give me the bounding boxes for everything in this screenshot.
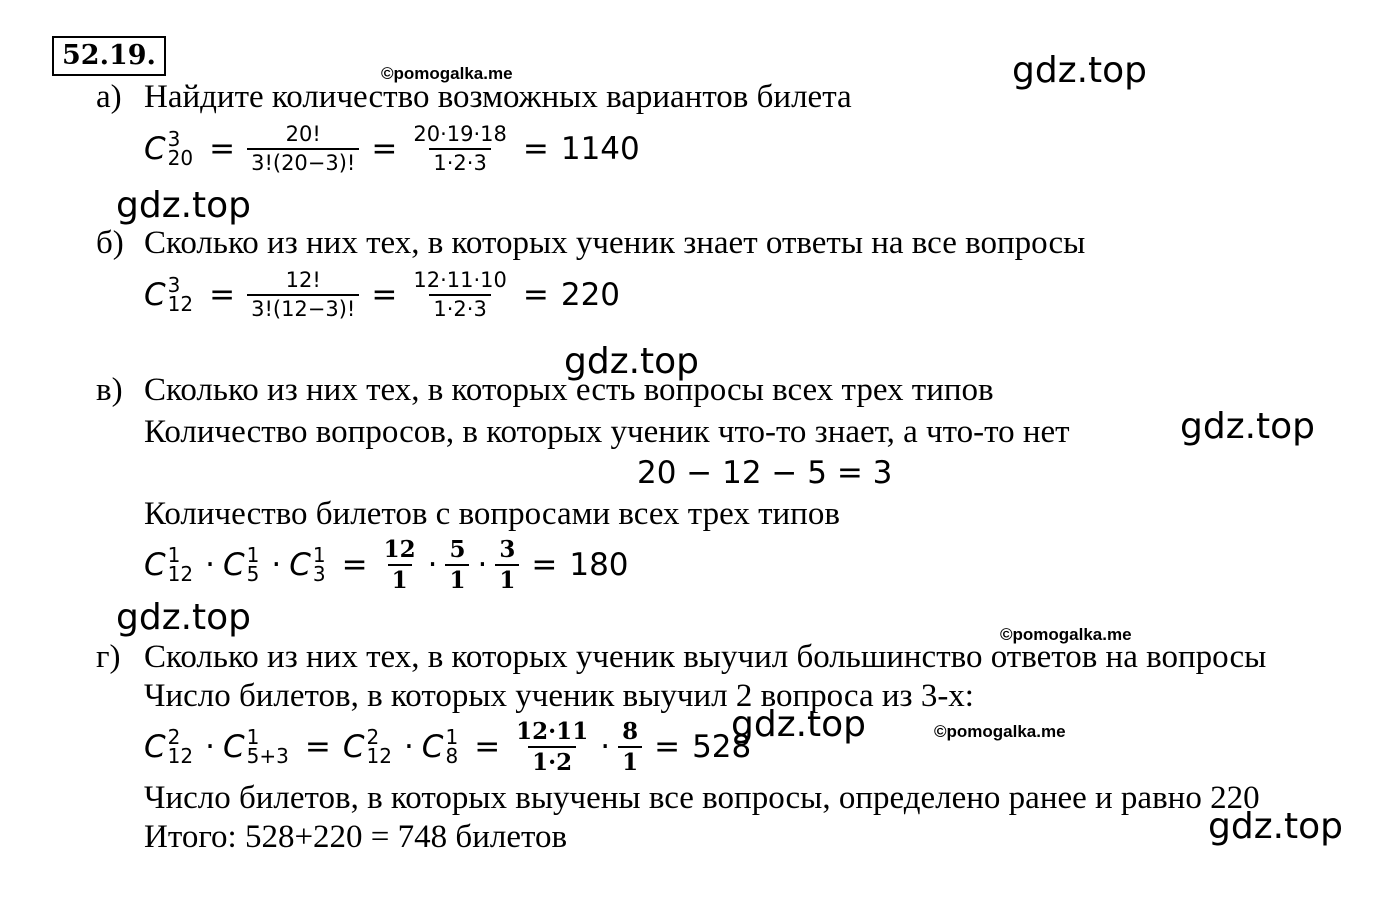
subscript: 20 — [167, 146, 194, 170]
numerator: 20! — [285, 122, 321, 146]
equals-sign: = — [654, 728, 681, 765]
fraction — [512, 720, 592, 774]
multiply-dot: · — [403, 728, 414, 765]
multiply-dot: · — [477, 546, 488, 583]
watermark-gdz: gdz.top — [116, 185, 252, 226]
subscript: 8 — [445, 744, 459, 768]
part-a-formula — [144, 118, 640, 180]
combination-symbol: C — [421, 728, 444, 765]
combination-symbol: C — [144, 130, 166, 167]
numerator: 20·19·18 — [413, 122, 507, 146]
result: 220 — [560, 276, 621, 313]
result: 528 — [692, 728, 752, 765]
result: 180 — [569, 546, 629, 583]
numerator: 12 — [383, 536, 416, 563]
combination-symbol: C — [222, 546, 245, 583]
equals-sign: = — [474, 728, 501, 765]
fraction — [247, 124, 359, 174]
equals-sign: = — [209, 130, 236, 167]
equals-sign: = — [371, 276, 398, 313]
fraction — [380, 538, 420, 592]
denominator: 1 — [618, 746, 642, 774]
part-v-line3: Количество билетов с вопросами всех трех типов — [144, 496, 840, 532]
equals-sign: = — [522, 276, 549, 313]
fraction — [618, 720, 642, 774]
numerator: 12·11·10 — [413, 268, 507, 292]
denominator: 1 — [388, 564, 412, 592]
denominator: 1·2·3 — [429, 294, 490, 320]
multiply-dot: · — [600, 728, 611, 765]
watermark-gdz: gdz.top — [731, 704, 867, 745]
equals-sign: = — [341, 546, 368, 583]
part-g-question: Сколько из них тех, в которых ученик выучил большинство ответов на вопросы — [144, 639, 1267, 675]
subscript: 5+3 — [246, 744, 289, 768]
subscript: 12 — [167, 744, 194, 768]
superscript: 1 — [312, 543, 326, 567]
equals-sign: = — [209, 276, 236, 313]
multiply-dot: · — [271, 546, 282, 583]
denominator: 1·2 — [528, 746, 576, 774]
superscript: 3 — [167, 273, 181, 297]
part-b-question: Сколько из них тех, в которых ученик знает ответы на все вопросы — [144, 225, 1086, 261]
superscript: 1 — [167, 543, 181, 567]
superscript: 2 — [366, 725, 380, 749]
numerator: 8 — [622, 718, 639, 745]
part-v-calc: 20 − 12 − 5 = 3 — [637, 455, 893, 491]
multiply-dot: · — [427, 546, 438, 583]
watermark-gdz: gdz.top — [1012, 50, 1148, 91]
part-g-marker: г) — [96, 639, 121, 675]
superscript: 3 — [167, 127, 181, 151]
part-a-marker: а) — [96, 79, 122, 115]
fraction — [247, 270, 359, 320]
equals-sign: = — [522, 130, 549, 167]
denominator: 1 — [445, 564, 469, 592]
combination-symbol: C — [342, 728, 365, 765]
problem-number: 52.19. — [52, 36, 166, 76]
result: 1140 — [560, 130, 640, 167]
watermark-gdz: gdz.top — [1180, 406, 1316, 447]
watermark-pomogalka: ©pomogalka.me — [1000, 625, 1132, 644]
fraction — [409, 124, 511, 174]
fraction — [445, 538, 469, 592]
combination-symbol: C — [144, 276, 166, 313]
superscript: 1 — [246, 725, 260, 749]
combination-symbol: C — [289, 546, 311, 583]
combination-symbol: C — [144, 546, 166, 583]
part-b-marker: б) — [96, 225, 124, 261]
equals-sign: = — [371, 130, 398, 167]
equals-sign: = — [304, 728, 331, 765]
subscript: 12 — [167, 562, 194, 586]
superscript: 2 — [167, 725, 181, 749]
equals-sign: = — [531, 546, 558, 583]
part-v-marker: в) — [96, 372, 123, 408]
multiply-dot: · — [205, 546, 215, 583]
watermark-pomogalka: ©pomogalka.me — [381, 64, 513, 83]
part-g-formula — [144, 716, 751, 778]
part-v-line2: Количество вопросов, в которых ученик что-то знает, а что-то нет — [144, 414, 1070, 450]
fraction — [495, 538, 519, 592]
numerator: 3 — [499, 536, 516, 563]
multiply-dot: · — [205, 728, 215, 765]
denominator: 3!(20−3)! — [247, 148, 359, 174]
watermark-gdz: gdz.top — [564, 341, 700, 382]
superscript: 1 — [445, 725, 459, 749]
denominator: 3!(12−3)! — [247, 294, 359, 320]
part-v-question: Сколько из них тех, в которых есть вопросы всех трех типов — [144, 372, 994, 408]
part-a-question: Найдите количество возможных вариантов билета — [144, 79, 852, 115]
combination-symbol: C — [144, 728, 166, 765]
numerator: 12·11 — [516, 718, 589, 745]
numerator: 12! — [285, 268, 321, 292]
superscript: 1 — [246, 543, 260, 567]
subscript: 12 — [366, 744, 392, 768]
part-b-formula — [144, 264, 620, 326]
part-g-total: Итого: 528+220 = 748 билетов — [144, 819, 568, 855]
subscript: 5 — [246, 562, 260, 586]
fraction — [409, 270, 511, 320]
numerator: 5 — [449, 536, 466, 563]
part-g-line3: Число билетов, в которых выучены все вопросы, определено ранее и равно 220 — [144, 780, 1260, 816]
denominator: 1 — [495, 564, 519, 592]
combination-symbol: C — [222, 728, 245, 765]
watermark-gdz: gdz.top — [116, 597, 252, 638]
watermark-pomogalka: ©pomogalka.me — [934, 722, 1066, 741]
denominator: 1·2·3 — [429, 148, 490, 174]
part-g-line2: Число билетов, в которых ученик выучил 2 вопроса из 3-х: — [144, 678, 974, 714]
part-v-formula — [144, 534, 629, 596]
subscript: 3 — [312, 562, 326, 586]
watermark-gdz: gdz.top — [1208, 806, 1344, 847]
subscript: 12 — [167, 292, 194, 316]
